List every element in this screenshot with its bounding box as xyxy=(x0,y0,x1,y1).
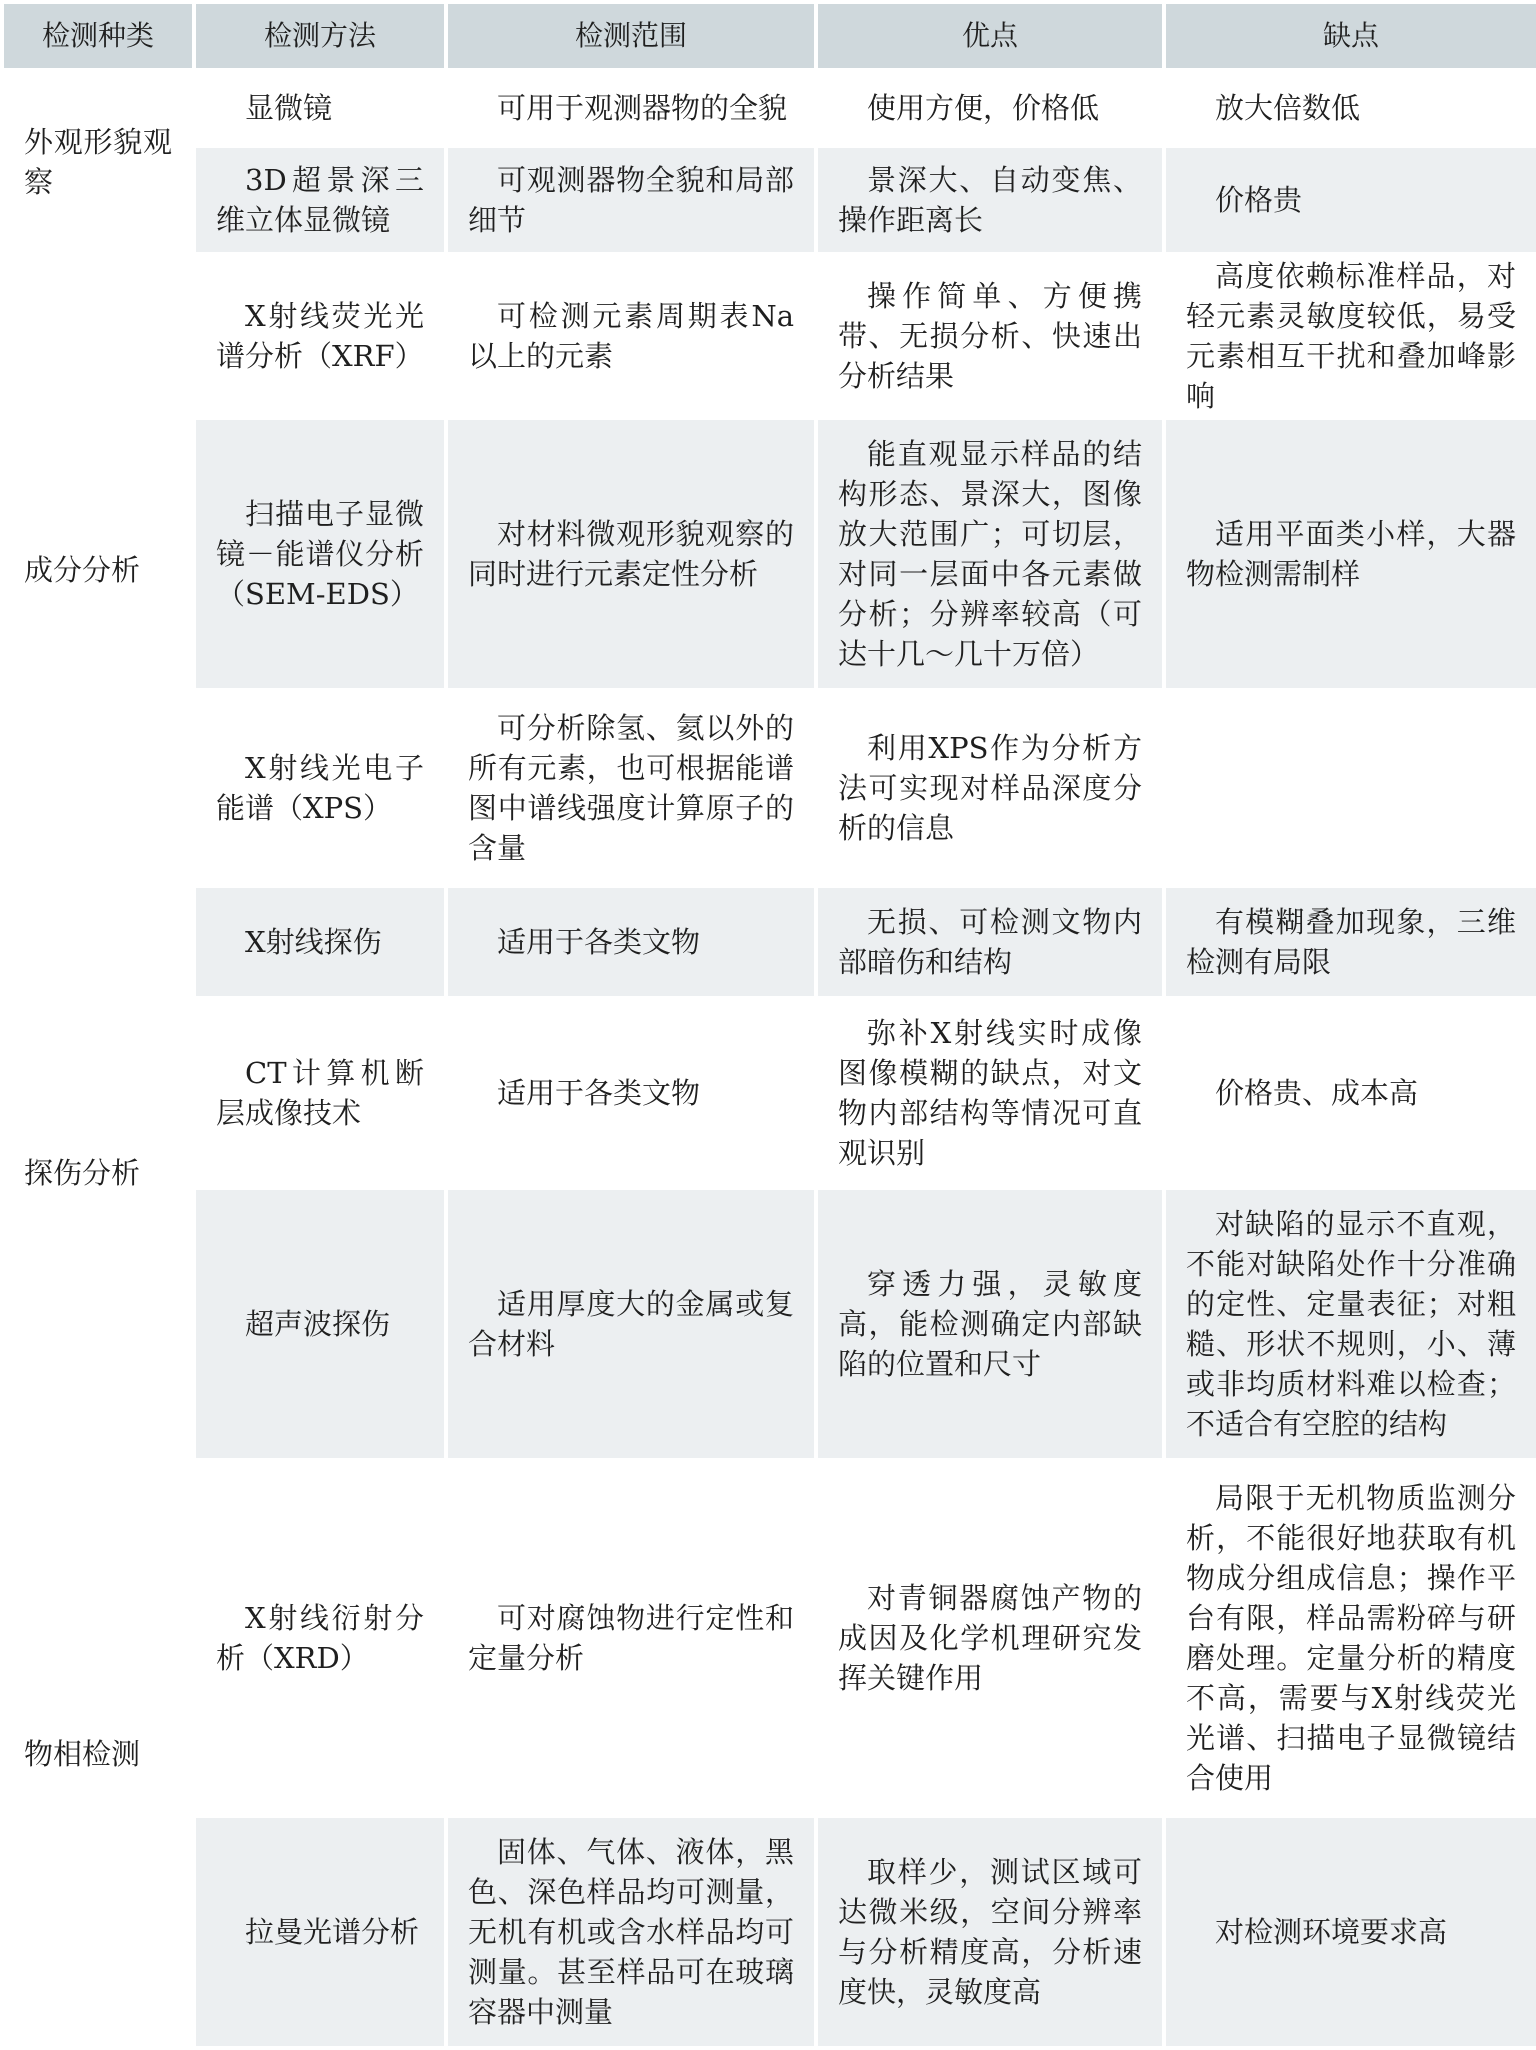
pros-cell: 能直观显示样品的结构形态、景深大，图像放大范围广；可切层，对同一层面中各元素做分析；分辨率较高（可达十几～几十万倍） xyxy=(816,418,1164,690)
pros-cell: 对青铜器腐蚀产物的成因及化学机理研究发挥关键作用 xyxy=(816,1460,1164,1816)
pros-cell: 取样少，测试区域可达微米级，空间分辨率与分析精度高，分析速度快，灵敏度高 xyxy=(816,1816,1164,2048)
header-range: 检测范围 xyxy=(446,2,816,70)
cons-cell: 放大倍数低 xyxy=(1164,70,1536,146)
method-cell: X射线衍射分析（XRD） xyxy=(194,1460,446,1816)
range-cell: 可用于观测器物的全貌 xyxy=(446,70,816,146)
range-cell: 适用厚度大的金属或复合材料 xyxy=(446,1188,816,1460)
category-cell: 成分分析 xyxy=(2,254,194,886)
table-row xyxy=(2,1188,1536,1460)
header-cons: 缺点 xyxy=(1164,2,1536,70)
pros-cell: 使用方便，价格低 xyxy=(816,70,1164,146)
cons-cell xyxy=(1164,690,1536,886)
pros-cell: 弥补X射线实时成像图像模糊的缺点，对文物内部结构等情况可直观识别 xyxy=(816,998,1164,1188)
range-cell: 对材料微观形貌观察的同时进行元素定性分析 xyxy=(446,418,816,690)
table-row xyxy=(2,886,1536,998)
cons-cell: 价格贵 xyxy=(1164,146,1536,254)
table-row xyxy=(2,998,1536,1188)
header-method: 检测方法 xyxy=(194,2,446,70)
pros-cell: 利用XPS作为分析方法可实现对样品深度分析的信息 xyxy=(816,690,1164,886)
method-cell: 显微镜 xyxy=(194,70,446,146)
pros-cell: 操作简单、方便携带、无损分析、快速出分析结果 xyxy=(816,254,1164,418)
range-cell: 可观测器物全貌和局部细节 xyxy=(446,146,816,254)
cons-cell: 高度依赖标准样品，对轻元素灵敏度较低，易受元素相互干扰和叠加峰影响 xyxy=(1164,254,1536,418)
method-cell: 扫描电子显微镜－能谱仪分析（SEM-EDS） xyxy=(194,418,446,690)
cons-cell: 适用平面类小样，大器物检测需制样 xyxy=(1164,418,1536,690)
table-row xyxy=(2,146,1536,254)
table-row xyxy=(2,1816,1536,2048)
cons-cell: 价格贵、成本高 xyxy=(1164,998,1536,1188)
header-category: 检测种类 xyxy=(2,2,194,70)
range-cell: 可对腐蚀物进行定性和定量分析 xyxy=(446,1460,816,1816)
category-cell: 外观形貌观察 xyxy=(2,70,194,254)
range-cell: 适用于各类文物 xyxy=(446,998,816,1188)
header-row xyxy=(2,2,1536,70)
header-pros: 优点 xyxy=(816,2,1164,70)
method-cell: X射线光电子能谱（XPS） xyxy=(194,690,446,886)
method-cell: 3D超景深三维立体显微镜 xyxy=(194,146,446,254)
table-row xyxy=(2,418,1536,690)
range-cell: 可分析除氢、氦以外的所有元素，也可根据能谱图中谱线强度计算原子的含量 xyxy=(446,690,816,886)
pros-cell: 无损、可检测文物内部暗伤和结构 xyxy=(816,886,1164,998)
table-row xyxy=(2,1460,1536,1816)
method-cell: CT计算机断层成像技术 xyxy=(194,998,446,1188)
pros-cell: 景深大、自动变焦、操作距离长 xyxy=(816,146,1164,254)
method-cell: 拉曼光谱分析 xyxy=(194,1816,446,2048)
cons-cell: 对检测环境要求高 xyxy=(1164,1816,1536,2048)
range-cell: 适用于各类文物 xyxy=(446,886,816,998)
table-row xyxy=(2,70,1536,146)
cons-cell: 对缺陷的显示不直观，不能对缺陷处作十分准确的定性、定量表征；对粗糙、形状不规则，小、薄或非均质材料难以检查；不适合有空腔的结构 xyxy=(1164,1188,1536,1460)
category-cell: 物相检测 xyxy=(2,1460,194,2048)
table-row xyxy=(2,690,1536,886)
range-cell: 可检测元素周期表Na以上的元素 xyxy=(446,254,816,418)
method-cell: X射线探伤 xyxy=(194,886,446,998)
range-cell: 固体、气体、液体，黑色、深色样品均可测量，无机有机或含水样品均可测量。甚至样品可在玻璃容器中测量 xyxy=(446,1816,816,2048)
pros-cell: 穿透力强，灵敏度高，能检测确定内部缺陷的位置和尺寸 xyxy=(816,1188,1164,1460)
category-cell: 探伤分析 xyxy=(2,886,194,1460)
cons-cell: 局限于无机物质监测分析，不能很好地获取有机物成分组成信息；操作平台有限，样品需粉碎与研磨处理。定量分析的精度不高，需要与X射线荧光光谱、扫描电子显微镜结合使用 xyxy=(1164,1460,1536,1816)
table-row xyxy=(2,254,1536,418)
method-cell: X射线荧光光谱分析（XRF） xyxy=(194,254,446,418)
method-cell: 超声波探伤 xyxy=(194,1188,446,1460)
cons-cell: 有模糊叠加现象，三维检测有局限 xyxy=(1164,886,1536,998)
